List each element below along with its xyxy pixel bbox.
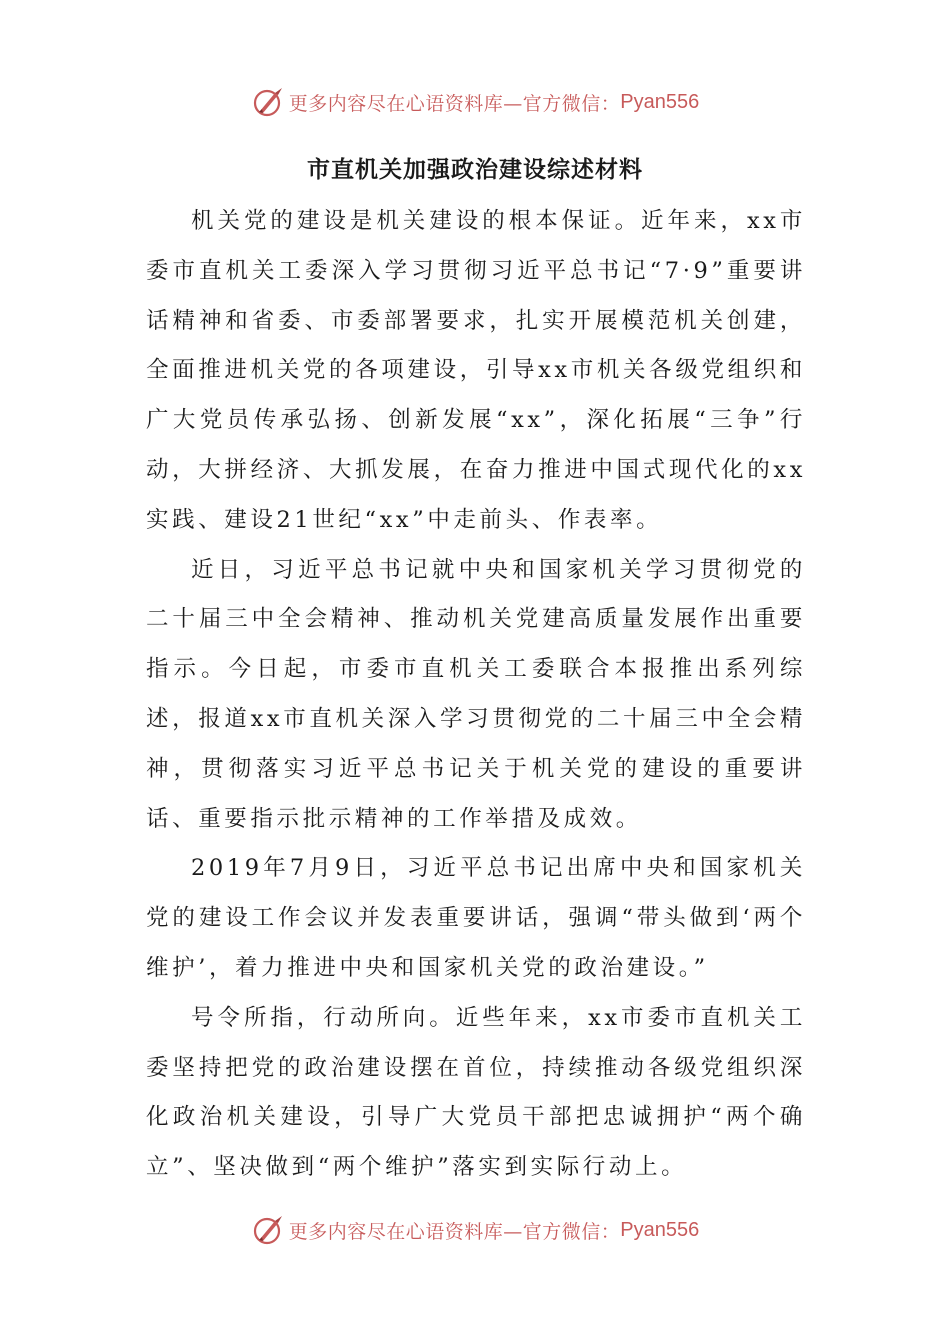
paragraph-4: 号令所指，行动所向。近些年来，xx市委市直机关工委坚持把党的政治建设摆在首位，持续推动各级党组织深化政治机关建设，引导广大党员干部把忠诚拥护“两个确立”、坚决做到“两个维护”落实到实际行动上。 — [146, 1004, 806, 1181]
paragraph-1: 机关党的建设是机关建设的根本保证。近年来，xx市委市直机关工委深入学习贯彻习近平总书记“7·9”重要讲话精神和省委、市委部署要求，扎实开展模范机关创建，全面推进机关党的各项建设，引导xx市机关各级党组织和广大党员传承弘扬、创新发展“xx”，深化拓展“三争”行动，大拼经济、大抓发展，在奋力推进中国式现代化的xx实践、建设21世纪“xx”中走前头、作表率。 — [146, 208, 806, 533]
watermark-header — [0, 84, 950, 120]
watermark-text: 更多内容尽在心语资料库—官方微信： — [288, 92, 621, 115]
document-title: 市直机关加强政治建设综述材料 — [307, 157, 643, 183]
quill-pen-logo-icon — [251, 85, 285, 119]
document-body — [146, 197, 806, 1193]
watermark-wechat-id: Pyan556 — [620, 90, 700, 113]
watermark-text: 更多内容尽在心语资料库—官方微信： — [288, 1220, 621, 1243]
paragraph-2: 近日，习近平总书记就中央和国家机关学习贯彻党的二十届三中全会精神、推动机关党建高质量发展作出重要指示。今日起，市委市直机关工委联合本报推出系列综述，报道xx市直机关深入学习贯彻党的二十届三中全会精神，贯彻落实习近平总书记关于机关党的建设的重要讲话、重要指示批示精神的工作举措及成效。 — [146, 556, 806, 832]
quill-pen-logo-icon — [251, 1213, 285, 1247]
watermark-footer — [0, 1212, 950, 1248]
paragraph-3: 2019年7月9日，习近平总书记出席中央和国家机关党的建设工作会议并发表重要讲话，强调“带头做到‘两个维护’，着力推进中央和国家机关党的政治建设。” — [146, 855, 806, 981]
watermark-wechat-id: Pyan556 — [620, 1218, 700, 1241]
